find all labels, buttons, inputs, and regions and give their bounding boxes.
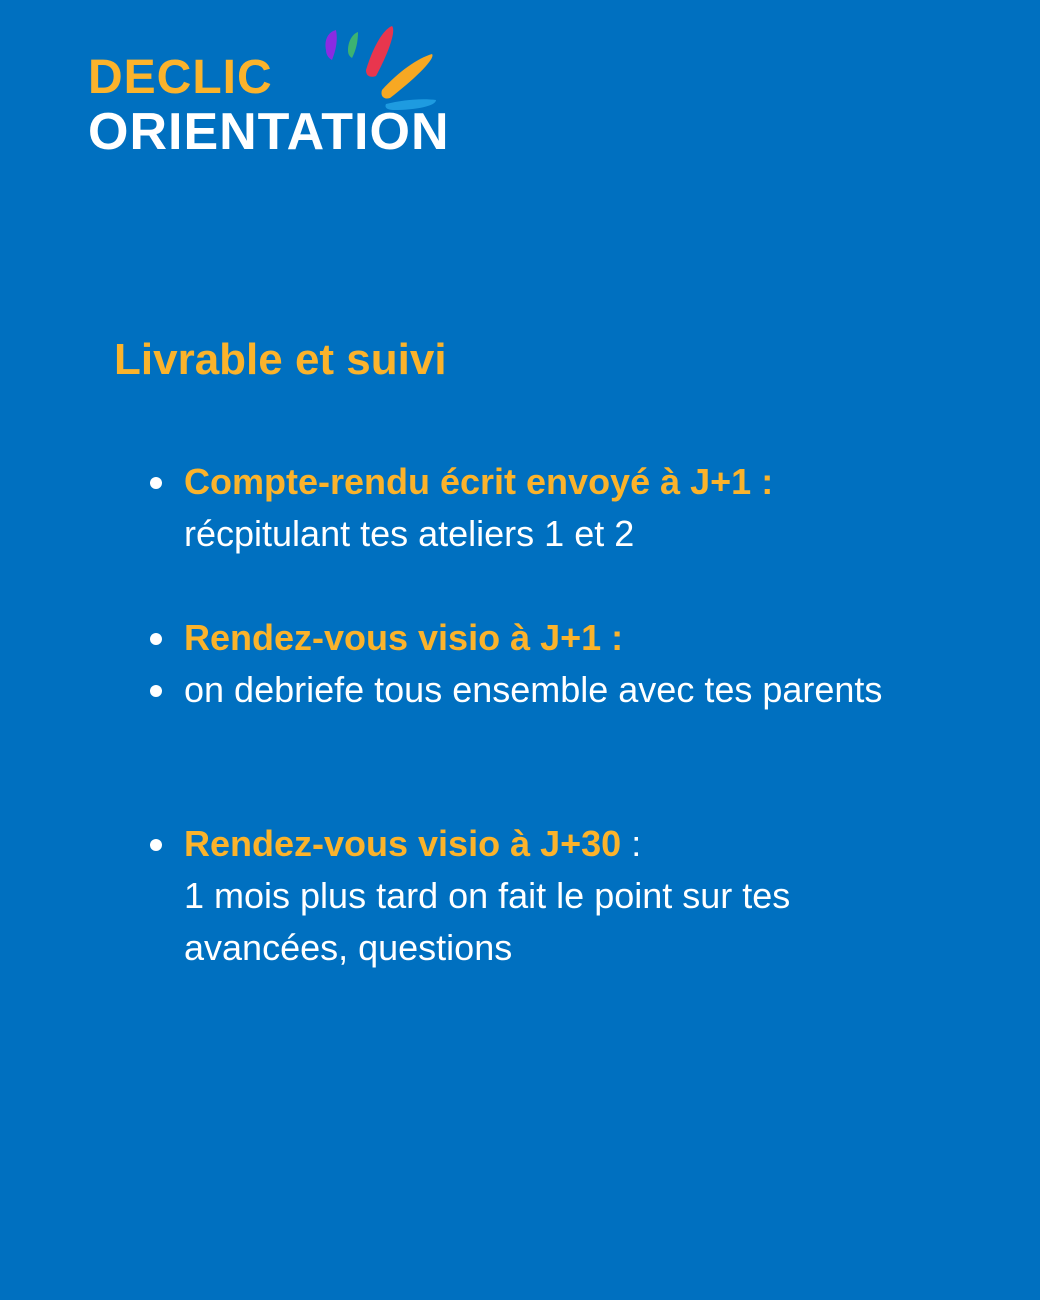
list-row xyxy=(146,508,936,560)
item-description: récpitulant tes ateliers 1 et 2 xyxy=(184,513,635,554)
item-label: Rendez-vous visio à J+1 : xyxy=(184,617,624,658)
list-item xyxy=(146,456,936,560)
item-label: Compte-rendu écrit envoyé à J+1 : xyxy=(184,461,774,502)
list-item xyxy=(146,818,936,974)
list-row xyxy=(146,456,936,508)
bullet-icon xyxy=(150,685,162,697)
list-row xyxy=(146,818,936,870)
list-row xyxy=(146,664,936,716)
bullet-icon xyxy=(150,839,162,851)
list-row xyxy=(146,870,924,974)
item-description: on debriefe tous ensemble avec tes parents xyxy=(184,669,883,710)
section-title: Livrable et suivi xyxy=(114,335,447,384)
item-label-suffix: : xyxy=(621,823,642,864)
item-description: 1 mois plus tard on fait le point sur tes avancées, questions xyxy=(184,875,791,968)
list-item xyxy=(146,612,936,716)
bullet-icon xyxy=(150,633,162,645)
brand-line1: DECLIC xyxy=(88,51,273,104)
item-label: Rendez-vous visio à J+30 xyxy=(184,823,622,864)
list-row xyxy=(146,612,936,664)
burst-icon xyxy=(306,20,446,110)
bullet-icon xyxy=(150,477,162,489)
brand-line2: ORIENTATION xyxy=(88,103,450,161)
brand-logo xyxy=(88,20,508,170)
